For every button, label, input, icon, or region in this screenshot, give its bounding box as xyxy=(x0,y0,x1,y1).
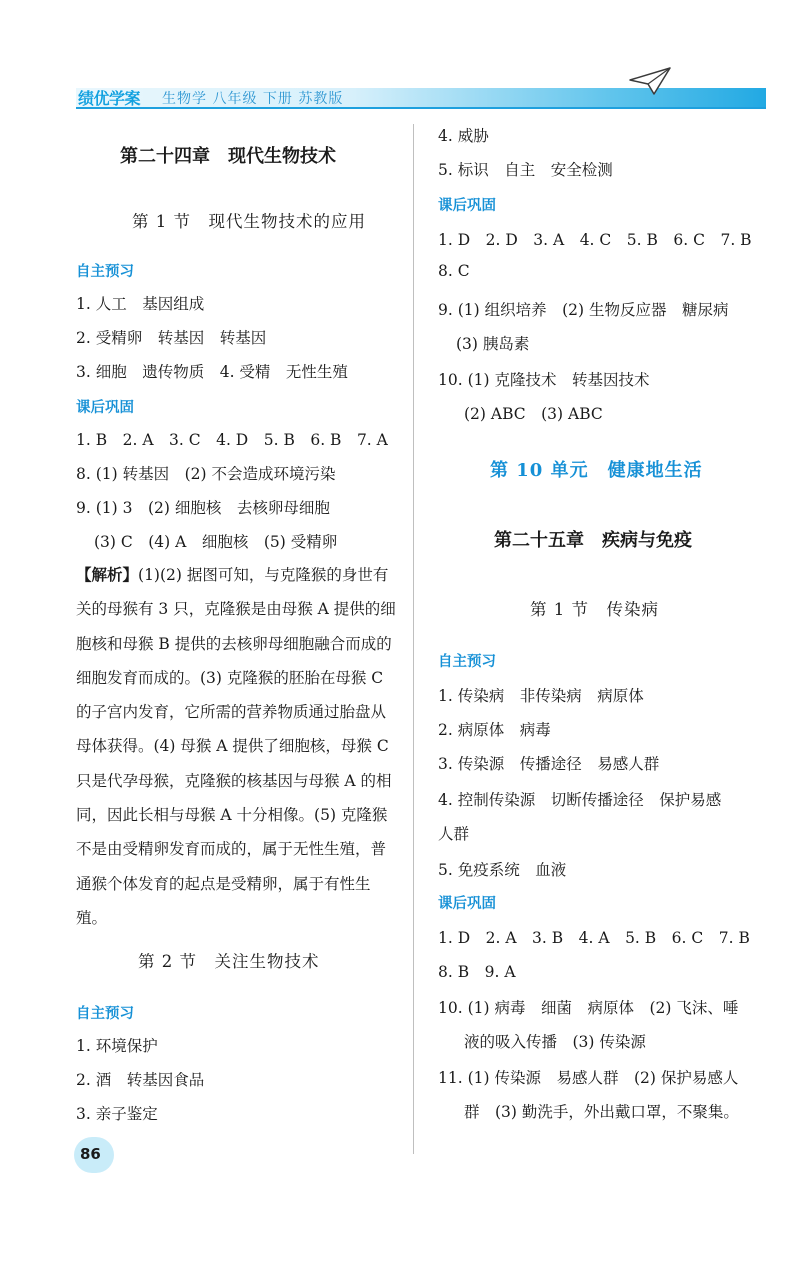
analysis-text: (1)(2) 据图可知，与克隆猴的身世有关的母猴有 3 只，克隆猴是由母猴 A 提供的细胞核和母猴 B 提供的去核卵母细胞融合而成的细胞发育而成的。(3) 克隆猴的胚胎在母猴 C 的子宫内发育，它所需的营养物质通过胎盘从母体获得。(4) 母猴 A 提供了细胞核，母猴 C 只是代孕母猴，克隆猴的核基因与母猴 A 的相同，因此长相与母猴 A 十分相像。(5) 克隆猴不是由受精卵发育而成的，属于无性生殖，普通猴个体发育的起点是受精卵，属于有性生殖。 xyxy=(76,566,396,927)
page-header xyxy=(0,0,800,120)
answer-r5: 5. 标识 自主 安全检测 xyxy=(438,161,613,179)
book-subtitle: 生物学 八年级 下册 苏教版 xyxy=(162,91,344,107)
chapter-title-25: 第二十五章 疾病与免疫 xyxy=(494,530,692,551)
label-review: 课后巩固 xyxy=(76,400,134,416)
review2-answer-9: 9. (1) 组织培养 (2) 生物反应器 糖尿病 xyxy=(438,301,729,319)
review-answer-8: 8. (1) 转基因 (2) 不会造成环境污染 xyxy=(76,465,336,483)
preview3-answer-3: 3. 传染源 传播途径 易感人群 xyxy=(438,755,660,773)
review-answers-1-7: 1. B 2. A 3. C 4. D 5. B 6. B 7. A xyxy=(76,431,388,449)
label-review-2: 课后巩固 xyxy=(438,198,496,214)
preview3-answer-4: 4. 控制传染源 切断传播途径 保护易感 xyxy=(438,791,722,809)
review2-answer-9-cont: (3) 胰岛素 xyxy=(456,335,530,353)
section-title-1: 第 1 节 现代生物技术的应用 xyxy=(132,212,366,231)
review2-answer-10: 10. (1) 克隆技术 转基因技术 xyxy=(438,371,650,389)
review-answer-9-cont: (3) C (4) A 细胞核 (5) 受精卵 xyxy=(94,533,338,551)
review3-answer-11-cont: 群 (3) 勤洗手，外出戴口罩，不聚集。 xyxy=(464,1103,739,1121)
preview-answer-2: 2. 受精卵 转基因 转基因 xyxy=(76,329,267,347)
preview2-answer-2: 2. 酒 转基因食品 xyxy=(76,1071,205,1089)
preview-answer-1: 1. 人工 基因组成 xyxy=(76,295,205,313)
preview3-answer-2: 2. 病原体 病毒 xyxy=(438,721,551,739)
preview3-answer-4-cont: 人群 xyxy=(438,825,470,843)
review3-answer-10-cont: 液的吸入传播 (3) 传染源 xyxy=(464,1033,646,1051)
label-preview: 自主预习 xyxy=(76,264,134,280)
review3-answer-11: 11. (1) 传染源 易感人群 (2) 保护易感人 xyxy=(438,1069,739,1087)
unit-title-10: 第 10 单元 健康地生活 xyxy=(490,460,703,481)
preview3-answer-5: 5. 免疫系统 血液 xyxy=(438,861,567,879)
label-preview-3: 自主预习 xyxy=(438,654,496,670)
analysis-tag: 【解析】 xyxy=(76,565,139,584)
review3-answers-8-9: 8. B 9. A xyxy=(438,963,516,981)
review3-answers-1-7: 1. D 2. A 3. B 4. A 5. B 6. C 7. B xyxy=(438,929,750,947)
preview2-answer-3: 3. 亲子鉴定 xyxy=(76,1105,158,1123)
review2-answer-8: 8. C xyxy=(438,262,470,280)
section-title-2: 第 2 节 关注生物技术 xyxy=(138,952,320,971)
chapter-title-24: 第二十四章 现代生物技术 xyxy=(120,146,336,167)
label-preview-2: 自主预习 xyxy=(76,1006,134,1022)
preview3-answer-1: 1. 传染病 非传染病 病原体 xyxy=(438,687,644,705)
review-answer-9: 9. (1) 3 (2) 细胞核 去核卵母细胞 xyxy=(76,499,330,517)
review2-answers-1-7: 1. D 2. D 3. A 4. C 5. B 6. C 7. B xyxy=(438,231,752,249)
answer-r4: 4. 威胁 xyxy=(438,127,489,145)
series-logo: 绩优学案 xyxy=(78,89,141,108)
review2-answer-10-cont: (2) ABC (3) ABC xyxy=(464,405,603,423)
section-title-25-1: 第 1 节 传染病 xyxy=(530,600,659,619)
preview2-answer-1: 1. 环境保护 xyxy=(76,1037,158,1055)
paper-plane-icon xyxy=(628,66,672,96)
label-review-3: 课后巩固 xyxy=(438,896,496,912)
analysis-paragraph xyxy=(76,558,398,935)
review3-answer-10: 10. (1) 病毒 细菌 病原体 (2) 飞沫、唾 xyxy=(438,999,739,1017)
column-divider xyxy=(413,124,414,1154)
page-number: 86 xyxy=(80,1145,101,1163)
preview-answer-3: 3. 细胞 遗传物质 4. 受精 无性生殖 xyxy=(76,363,348,381)
